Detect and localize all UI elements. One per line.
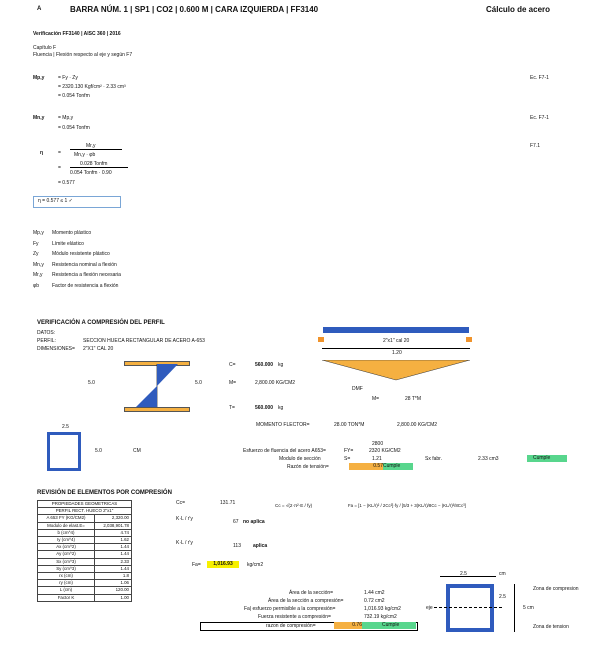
eta-num2: 0.028 Tonfm: [80, 161, 108, 167]
props-row: [38, 551, 132, 558]
props-key: ry (cm): [38, 580, 95, 587]
props-row: [38, 515, 132, 522]
c-label: C=: [229, 362, 236, 368]
s-value: 1.21: [372, 456, 382, 462]
fa-unit: kg/cm2: [247, 562, 264, 568]
props-title: PROPIEDADES GEOMETRICAS: [38, 501, 132, 508]
props-value: 1.8: [95, 573, 132, 580]
cm5-label: 5 cm: [523, 605, 534, 611]
check-text: η = 0.577 ≤ 1 ✓: [38, 198, 73, 204]
legend-desc: Límite elástico: [52, 240, 84, 247]
ref-f7-1b: Ec. F7-1: [530, 115, 549, 121]
fa-label: Fa=: [192, 562, 201, 568]
razon-value-cell: [349, 463, 383, 470]
perfil-value: SECCION HUECA RECTANGULAR DE ACERO A-653: [83, 338, 205, 344]
support-left: [318, 337, 324, 342]
cumple-1-text: Cumple: [533, 455, 551, 461]
fuerza-value: 732.19 kg/cm2: [364, 614, 397, 620]
fuerza-label: Fuerza resistente a compresión=: [258, 614, 331, 620]
fa-perm-value: 1,016.93 kg/cm2: [364, 606, 401, 612]
fy-value: 2320 KG/CM2: [369, 448, 401, 454]
verif-subtitle: Fluencia | Flexión respecto al eje y según F7: [33, 52, 133, 58]
t-label: T=: [229, 405, 235, 411]
cumple-3-text: Cumple: [382, 622, 400, 628]
props-value: 4.74: [95, 529, 132, 536]
c-value: 560.000: [255, 362, 274, 368]
props-key: rx (cm): [38, 573, 95, 580]
legend-symbol: Mp,y: [33, 230, 44, 236]
legend-symbol: Mr,y: [33, 272, 43, 278]
props-key: Modulo de elast.E=: [38, 522, 95, 529]
props-key: A 653 FY (KG/CM2): [38, 515, 95, 522]
props-value: 1.06: [95, 580, 132, 587]
kl2-note: aplica: [253, 543, 268, 549]
sec1-unit: CM: [133, 448, 141, 454]
eta-den: Mn,y · φb: [74, 152, 96, 158]
dim-value: 2"X1" CAL 20: [83, 346, 114, 352]
props-key: L (cm): [38, 587, 95, 594]
legend-symbol: Zy: [33, 251, 39, 257]
kl1-frac: K·L / r'y: [176, 516, 193, 522]
props-value: 1.00: [95, 594, 132, 601]
props-row: [38, 522, 132, 529]
t-unit: kg: [278, 405, 284, 411]
beam-bar: [323, 327, 469, 333]
mpy-sub: = 2320.130 Kgf/cm² · 2.33 cm³: [58, 84, 126, 90]
sec1-top: 2.5: [62, 424, 69, 430]
props-value: 1.62: [95, 537, 132, 544]
mm-label: M=: [229, 380, 237, 386]
props-key: Iy (cm^4): [38, 537, 95, 544]
props-key: Ay (cm^2): [38, 551, 95, 558]
dmf-diagram: [322, 360, 472, 382]
kl2-value: 113: [233, 543, 241, 549]
razon-comp-label: razon de compresión=: [266, 623, 316, 629]
cumple-2-text: Cumple: [383, 463, 401, 469]
section-square-1: [47, 432, 81, 471]
sec2-unit: cm: [499, 571, 506, 577]
area-c-value: 0.72 cm2: [364, 598, 385, 604]
cc-value: 131.71: [220, 500, 236, 506]
page-title: BARRA NÚM. 1 | SP1 | CO2 | 0.600 M | CARA IZQUIERDA | FF3140: [70, 5, 319, 14]
eta-equals-2: =: [58, 165, 61, 171]
area-label: Área de la sección=: [289, 590, 334, 596]
legend-desc: Resistencia a flexión necesaria: [52, 272, 121, 278]
props-row: [38, 594, 132, 601]
fa-formula: Fa = [1 − (KL/r)² / 2Cc²]·fy / [5/3 + 3(KL/r)/8Cc − (KL/r)³/8Cc³]: [348, 503, 466, 508]
dmf-triangle: [322, 360, 470, 380]
c-unit: kg: [278, 362, 284, 368]
span-label: 1.20: [392, 350, 402, 356]
cumple-badge-3: [362, 622, 416, 629]
support-right: [466, 337, 472, 342]
cumple-badge-2: [383, 463, 413, 470]
props-row: [38, 565, 132, 572]
fa-perm-label: Fa| esfuerzo permisible a la compresión=: [244, 606, 336, 612]
props-row: [38, 573, 132, 580]
props-key: Sy (cm^3): [38, 565, 95, 572]
span-line: [322, 348, 470, 349]
legend-symbol: Fy: [33, 240, 39, 247]
left-dim: 5.0: [88, 380, 95, 386]
props-sub: PERFIL RECT. HUECO 2"x1": [38, 508, 132, 515]
mid-dim: 5.0: [195, 380, 202, 386]
props-key: b (cm^4): [38, 529, 95, 536]
momento-value: 28.00 TON*M: [334, 422, 365, 428]
fy-top: 2800: [372, 441, 384, 447]
verif-heading: Verificación FF3140 | AISC 360 | 2016: [33, 31, 121, 37]
props-row: [38, 537, 132, 544]
sec1-side: 5.0: [95, 448, 102, 454]
razon-label: Razón de tensión=: [287, 464, 329, 470]
sec2-dim-line: [440, 576, 496, 577]
header-marker: A: [37, 6, 42, 12]
props-row: [38, 558, 132, 565]
legend-symbol: φb: [33, 282, 40, 289]
datos-label: DATOS:: [37, 330, 56, 336]
razon-value: 0.57: [373, 463, 383, 469]
legend-desc: Factor de resistencia a flexión: [52, 282, 119, 289]
cc-label: Cc=: [176, 500, 186, 506]
momento-value-2: 2,800.00 KG/CM2: [397, 422, 438, 428]
props-value: 2,038,901.78: [95, 522, 132, 529]
dmf-label: DMF: [352, 386, 363, 392]
mpy-res: = 0.054 Tonfm: [58, 93, 90, 99]
ref-f7-1c: F7.1: [530, 143, 541, 149]
section-square-2: [446, 584, 494, 632]
stress-comp: [157, 364, 178, 386]
eta-lhs: η: [40, 150, 44, 156]
mny-lhs: Mn,y: [33, 115, 45, 121]
eta-equals: =: [58, 150, 61, 156]
s-label: S=: [344, 456, 351, 462]
mod-label: Modulo de sección: [279, 456, 321, 462]
props-table: [37, 500, 132, 602]
props-row: [38, 587, 132, 594]
razon-comp-value: 0.76: [352, 622, 362, 628]
mny-eq: = Mp,y: [58, 115, 74, 121]
stress-tens: [136, 386, 157, 407]
fa-value-cell: [207, 561, 239, 568]
eje-label: eje: [426, 605, 433, 611]
dmf-m-value: 28 T*M: [405, 396, 422, 402]
props-key: Sx (cm^3): [38, 558, 95, 565]
zona-bracket: [514, 584, 515, 632]
momento-label: MOMENTO FLECTOR=: [256, 422, 310, 428]
mpy-lhs: Mp,y: [33, 75, 45, 81]
zona-tension: Zona de tension: [533, 624, 569, 630]
props-value: 2,320.00: [95, 515, 132, 522]
perfil-label: PERFIL:: [37, 338, 56, 344]
props-row: [38, 580, 132, 587]
sx-value: 2.33 cm3: [478, 456, 499, 462]
compresion-heading: VERIFICACIÓN A COMPRESIÓN DEL PERFIL: [37, 320, 165, 326]
beam-label: 2"x1" cal 20: [383, 338, 410, 344]
right-title: Cálculo de acero: [486, 5, 551, 14]
props-row: [38, 544, 132, 551]
mm-value: 2,800.00 KG/CM2: [255, 380, 296, 386]
dmf-m-label: M=: [372, 396, 380, 402]
sx-label: Sx fabr.: [425, 456, 442, 462]
razon-comp-cell: [334, 622, 362, 629]
t-value: 560.000: [255, 405, 274, 411]
esf-label: Esfuerzo de fluencia del acero A653=: [243, 448, 326, 454]
props-value: 120.00: [95, 587, 132, 594]
props-value: 1.44: [95, 544, 132, 551]
ref-f7-1a: Ec. F7-1: [530, 75, 549, 81]
kl1-note: no aplica: [243, 519, 265, 525]
fa-value: 1,016.93: [213, 561, 233, 567]
legend-desc: Momento plástico: [52, 230, 92, 236]
sec2-side: 2.5: [499, 594, 506, 600]
eje-line: [434, 607, 502, 608]
eta-fraction-line: [70, 149, 122, 150]
verif-chapter: Capítulo F: [33, 45, 57, 51]
sec2-top: 2.5: [460, 571, 467, 577]
zona-compresion: Zona de compresion: [533, 586, 579, 592]
props-key: Ax (cm^2): [38, 544, 95, 551]
props-value: 1.44: [95, 551, 132, 558]
kl2-frac: K·L / r'y: [176, 540, 193, 546]
fy-label: FY=: [344, 448, 354, 454]
eta-num: Mr,y: [86, 143, 96, 149]
kl1-value: 67: [233, 519, 239, 525]
props-body: [38, 515, 132, 601]
legend-symbol: Mn,y: [33, 261, 44, 268]
cc-formula: Cc = √(2·π²·E / fy): [275, 503, 313, 508]
area-c-label: Área de la sección a compresión=: [268, 598, 344, 604]
mpy-eq: = Fy · Zy: [58, 75, 78, 81]
props-row: [38, 529, 132, 536]
eta-res: = 0.577: [58, 180, 75, 186]
revision-heading: REVISIÓN DE ELEMENTOS POR COMPRESIÓN: [37, 490, 172, 496]
props-value: 1.44: [95, 565, 132, 572]
mny-res: = 0.054 Tonfm: [58, 125, 90, 131]
dim-label: DIMENSIONES=: [37, 346, 75, 352]
eta-fraction-line-2: [70, 167, 128, 168]
legend-desc: Módulo resistente plástico: [52, 251, 110, 257]
props-key: Factor K: [38, 594, 95, 601]
props-value: 2.33: [95, 558, 132, 565]
legend-desc: Resistencia nominal a flexión: [52, 261, 117, 268]
cumple-badge-1: [527, 455, 567, 462]
stress-diagram: [136, 364, 178, 408]
eta-den2: 0.054 Tonfm · 0.90: [70, 170, 112, 176]
area-value: 1.44 cm2: [364, 590, 385, 596]
